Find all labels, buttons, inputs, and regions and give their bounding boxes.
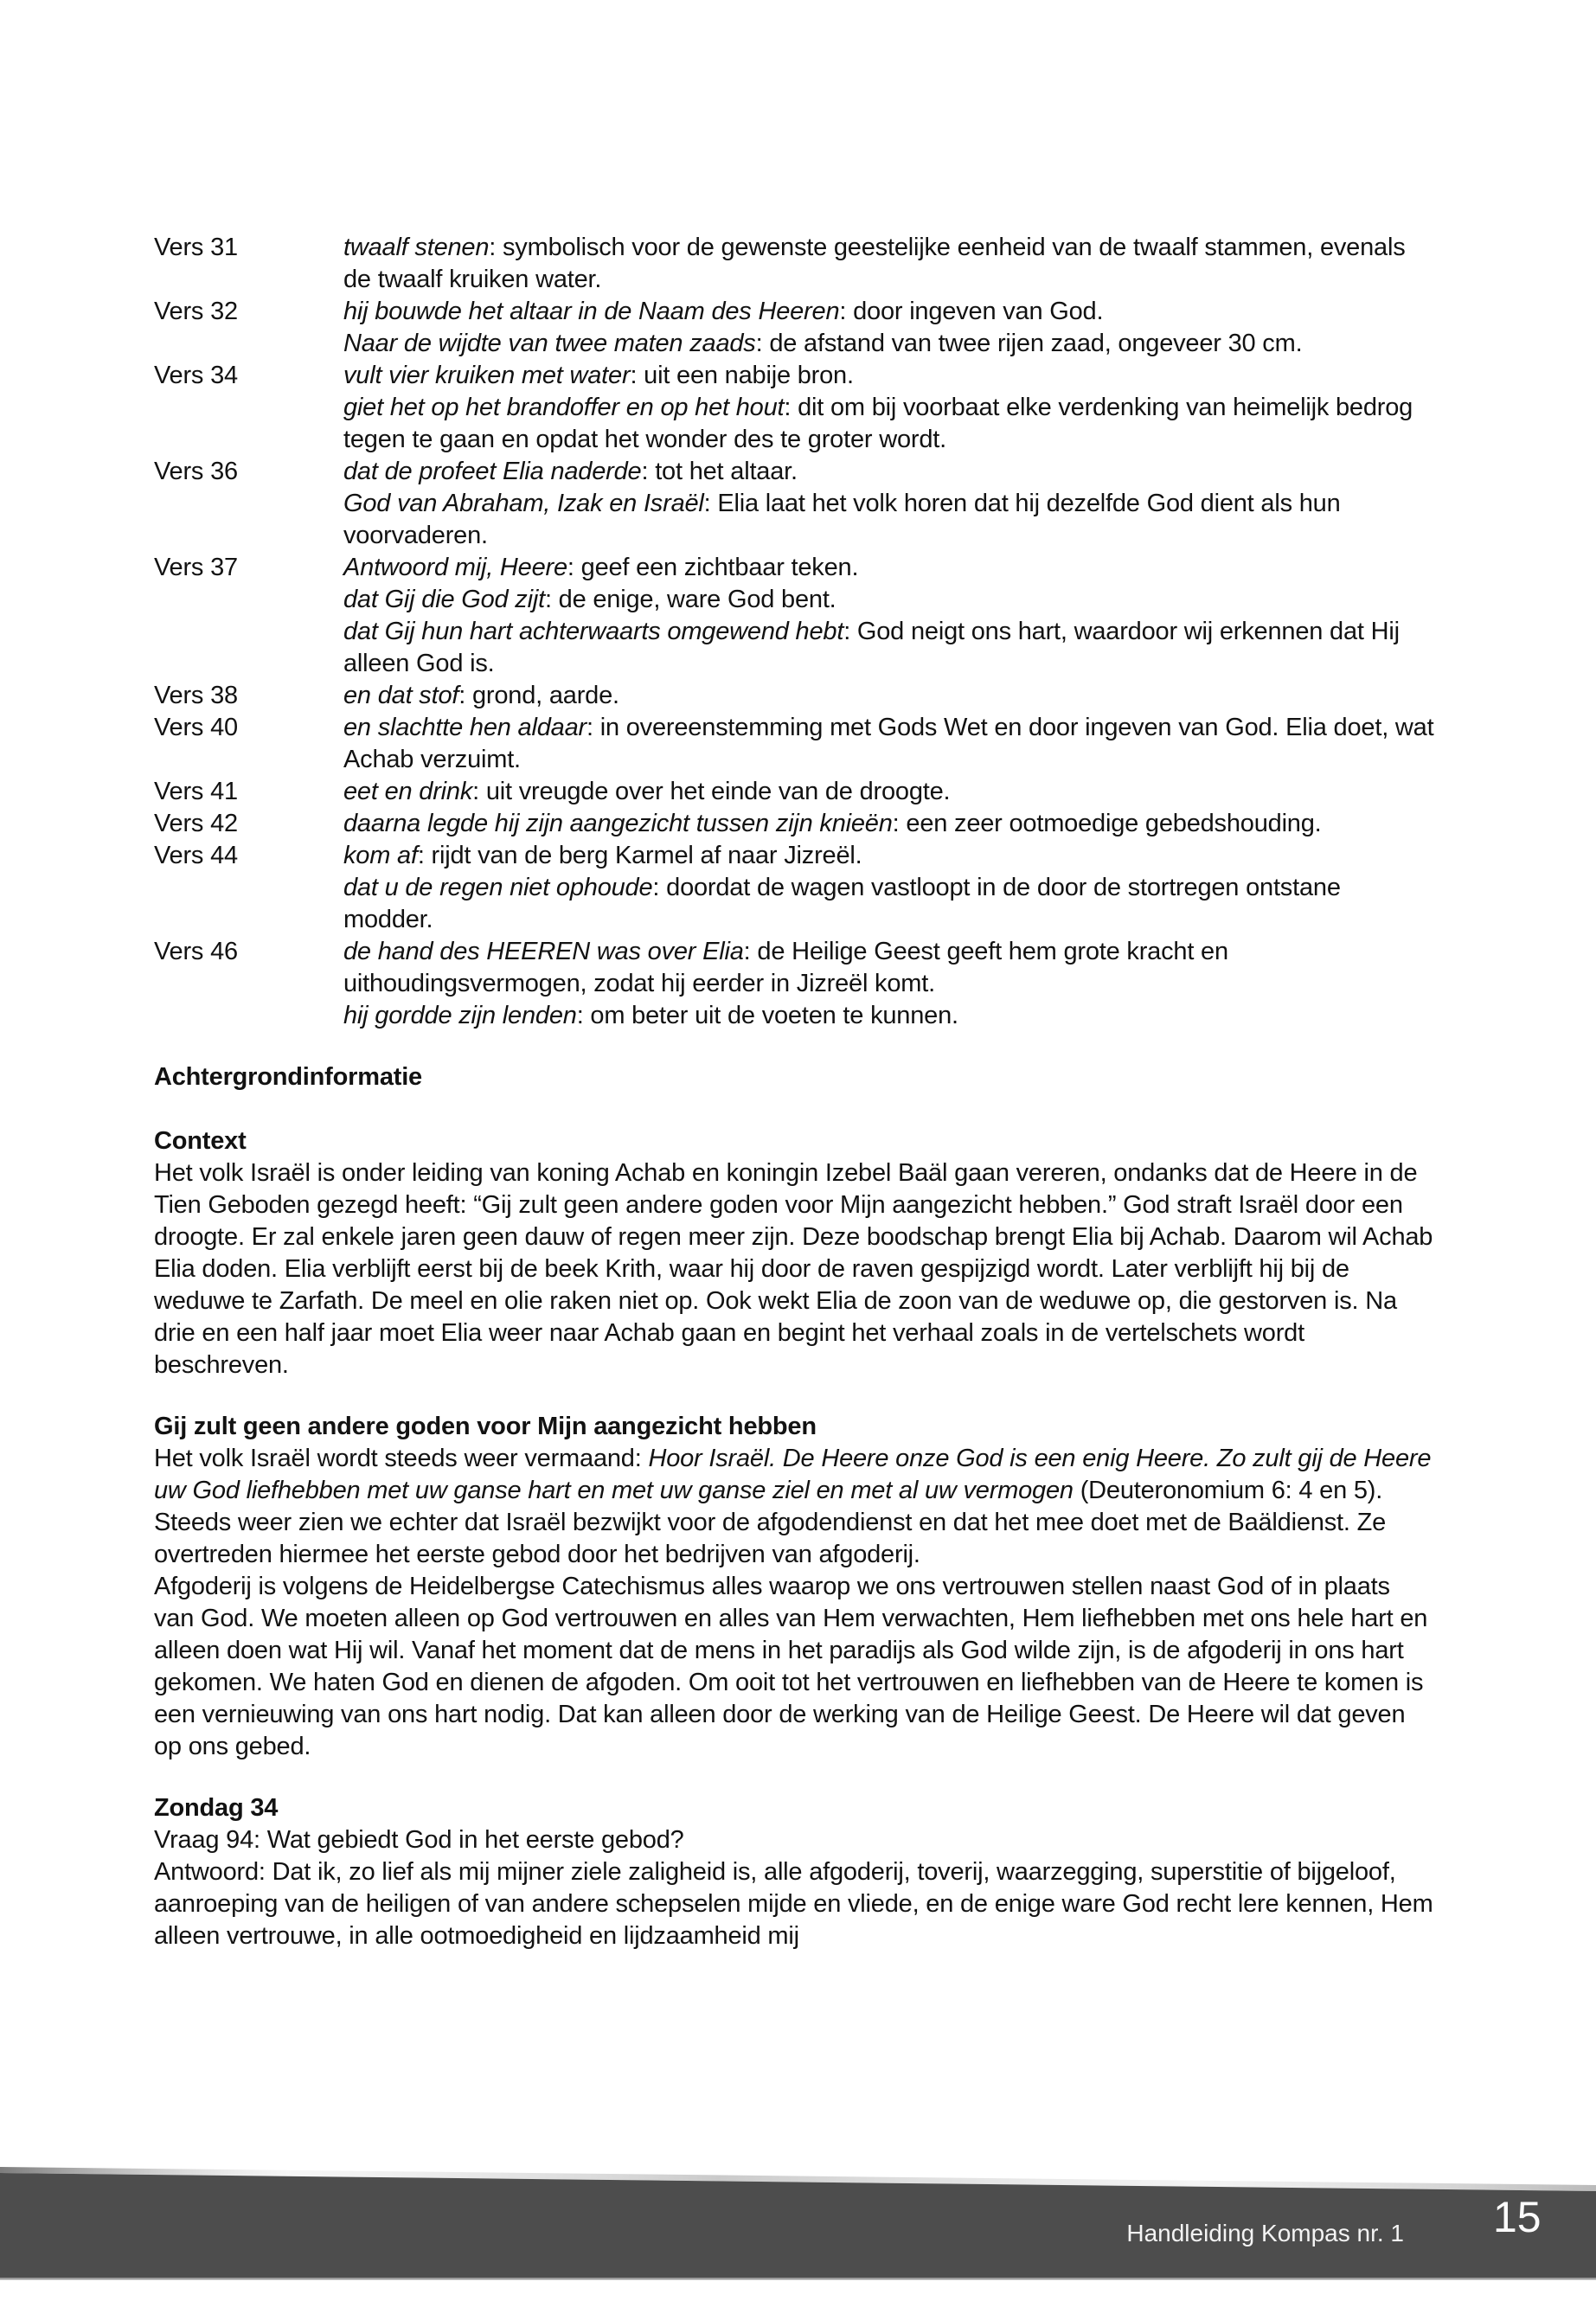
zondag-vraag: Vraag 94: Wat gebiedt God in het eerste gebod?	[154, 1826, 684, 1854]
verse-body	[343, 808, 1436, 840]
section-heading-achtergrondinformatie: Achtergrondinformatie	[154, 1063, 422, 1091]
verse-row	[154, 680, 1436, 712]
verse-quote: hij bouwde het altaar in de Naam des Heeren	[343, 298, 840, 325]
verse-body	[343, 552, 1436, 680]
verse-body	[343, 840, 1436, 936]
verse-quote: kom af	[343, 842, 418, 869]
paragraph: Het volk Israël wordt steeds weer vermaand: Hoor Israël. De Heere onze God is een enig Heere. Zo zult gij de Heere uw God liefhebben met uw ganse hart en met uw ganse ziel en met al uw vermogen (Deuteronomium 6: 4 en 5).	[154, 1445, 1432, 1504]
verse-quote: Antwoord mij, Heere	[343, 554, 567, 581]
zondag-antwoord: Antwoord: Dat ik, zo lief als mij mijner ziele zaligheid is, alle afgoderij, toverij, waarzegging, superstitie of bijgeloof, aanroeping van de heiligen of van andere schepselen mijde en vliede, en de enige ware God recht lere kennen, Hem alleen vertrouwe, in alle ootmoedigheid en lijdzaamheid mij	[154, 1858, 1433, 1950]
verse-entry: dat u de regen niet ophoude: doordat de wagen vastloopt in de door de stortregen ontstane modder.	[343, 874, 1341, 933]
verse-quote: twaalf stenen	[343, 234, 490, 261]
verse-entry: eet en drink: uit vreugde over het einde van de droogte.	[343, 778, 951, 805]
verse-body	[343, 360, 1436, 456]
verse-label: Vers 44	[154, 842, 238, 869]
verse-quote: God van Abraham, Izak en Israël	[343, 490, 704, 517]
verse-body	[343, 456, 1436, 552]
verse-entry: dat Gij die God zijt: de enige, ware God bent.	[343, 586, 836, 613]
paragraph: Afgoderij is volgens de Heidelbergse Catechismus alles waarop we ons vertrouwen stellen naast God of in plaats van God. We moeten alleen op God vertrouwen en alles van Hem verwachten, Hem liefhebben met ons hele hart en alleen doen wat Hij wil. Vanaf het moment dat de mens in het paradijs als God wilde zijn, is de afgoderij in ons hart gekomen. We haten God en dienen de afgoden. Om ooit tot het vertrouwen en liefhebben van de Heere te komen is een vernieuwing van ons hart nodig. Dat kan alleen door de werking van de Heilige Geest. De Heere wil dat geven op ons gebed.	[154, 1573, 1428, 1760]
verse-entry: God van Abraham, Izak en Israël: Elia laat het volk horen dat hij dezelfde God dient als hun voorvaderen.	[343, 490, 1341, 549]
verse-quote: dat Gij die God zijt	[343, 586, 545, 613]
verse-label: Vers 31	[154, 234, 238, 261]
verse-quote: en slachtte hen aldaar	[343, 714, 586, 741]
context-paragraph: Het volk Israël is onder leiding van koning Achab en koningin Izebel Baäl gaan vereren, ondanks dat de Heere in de Tien Geboden gezegd heeft: “Gij zult geen andere goden voor Mijn aangezicht hebben.” God straft Israël door een droogte. Er zal enkele jaren geen dauw of regen meer zijn. Deze boodschap brengt Elia bij Achab. Daarom wil Achab Elia doden. Elia verblijft eerst bij de beek Krith, waar hij door de raven gespijzigd wordt. Later verblijft hij bij de weduwe te Zarfath. De meel en olie raken niet op. Ook wekt Elia de zoon van de weduwe op, die gestorven is. Na drie en een half jaar moet Elia weer naar Achab gaan en begint het verhaal zoals in de vertelschets wordt beschreven.	[154, 1159, 1433, 1379]
verse-quote: vult vier kruiken met water	[343, 362, 631, 389]
section-heading-gebod: Gij zult geen andere goden voor Mijn aangezicht hebben	[154, 1413, 817, 1440]
verse-label: Vers 42	[154, 810, 238, 837]
verse-entry: hij bouwde het altaar in de Naam des Heeren: door ingeven van God.	[343, 298, 1104, 325]
verse-quote: hij gordde zijn lenden	[343, 1002, 577, 1029]
verse-row	[154, 840, 1436, 936]
verse-body	[343, 680, 1436, 712]
section-heading-context: Context	[154, 1127, 247, 1155]
verse-body	[343, 232, 1436, 296]
verse-entry: en dat stof: grond, aarde.	[343, 682, 619, 709]
verse-row	[154, 232, 1436, 296]
verse-entry: daarna legde hij zijn aangezicht tussen zijn knieën: een zeer ootmoedige gebedshouding.	[343, 810, 1322, 837]
verse-label: Vers 32	[154, 298, 238, 325]
verse-label: Vers 36	[154, 458, 238, 485]
verse-quote: giet het op het brandoffer en op het hout	[343, 394, 785, 421]
verse-row	[154, 808, 1436, 840]
verse-label: Vers 37	[154, 554, 238, 581]
verse-label: Vers 34	[154, 362, 238, 389]
verse-label: Vers 46	[154, 938, 238, 965]
verse-entry: Antwoord mij, Heere: geef een zichtbaar teken.	[343, 554, 859, 581]
verse-body	[343, 776, 1436, 808]
paragraph: Steeds weer zien we echter dat Israël bezwijkt voor de afgodendienst en dat het mee doet met de Baäldienst. Ze overtreden hiermee het eerste gebod door het bedrijven van afgoderij.	[154, 1509, 1387, 1568]
verse-quote: eet en drink	[343, 778, 473, 805]
verse-body	[343, 936, 1436, 1032]
verse-row	[154, 552, 1436, 680]
verse-row	[154, 936, 1436, 1032]
verse-quote: Naar de wijdte van twee maten zaads	[343, 330, 756, 357]
verse-entry: hij gordde zijn lenden: om beter uit de voeten te kunnen.	[343, 1002, 958, 1029]
verse-row	[154, 712, 1436, 776]
footer-booklet-title: Handleiding Kompas nr. 1	[1126, 2220, 1404, 2247]
footer-page-number: 15	[1493, 2193, 1542, 2241]
verse-entry: dat Gij hun hart achterwaarts omgewend hebt: God neigt ons hart, waardoor wij erkennen dat Hij alleen God is.	[343, 618, 1400, 677]
verse-row	[154, 776, 1436, 808]
verse-entry: en slachtte hen aldaar: in overeenstemming met Gods Wet en door ingeven van God. Elia doet, wat Achab verzuimt.	[343, 714, 1434, 773]
verse-quote: daarna legde hij zijn aangezicht tussen zijn knieën	[343, 810, 893, 837]
verse-body	[343, 712, 1436, 776]
verse-quote: de hand des HEEREN was over Elia	[343, 938, 744, 965]
verse-body	[343, 296, 1436, 360]
verse-quote: dat Gij hun hart achterwaarts omgewend hebt	[343, 618, 844, 645]
verse-quote: dat de profeet Elia naderde	[343, 458, 642, 485]
verse-row	[154, 456, 1436, 552]
verse-list	[154, 232, 1436, 1032]
verse-entry: twaalf stenen: symbolisch voor de gewenste geestelijke eenheid van de twaalf stammen, evenals de twaalf kruiken water.	[343, 234, 1406, 293]
verse-row	[154, 360, 1436, 456]
verse-label: Vers 41	[154, 778, 238, 805]
gebod-paragraphs	[154, 1443, 1436, 1763]
verse-entry: Naar de wijdte van twee maten zaads: de afstand van twee rijen zaad, ongeveer 30 cm.	[343, 330, 1303, 357]
verse-row	[154, 296, 1436, 360]
verse-entry: dat de profeet Elia naderde: tot het altaar.	[343, 458, 798, 485]
verse-entry: vult vier kruiken met water: uit een nabije bron.	[343, 362, 854, 389]
verse-entry: de hand des HEEREN was over Elia: de Heilige Geest geeft hem grote kracht en uithoudingsvermogen, zodat hij eerder in Jizreël komt.	[343, 938, 1228, 997]
page-footer	[0, 2166, 1596, 2301]
section-heading-zondag-34: Zondag 34	[154, 1794, 279, 1822]
verse-entry: kom af: rijdt van de berg Karmel af naar Jizreël.	[343, 842, 862, 869]
verse-quote: dat u de regen niet ophoude	[343, 874, 653, 901]
verse-label: Vers 40	[154, 714, 238, 741]
verse-label: Vers 38	[154, 682, 238, 709]
verse-quote: en dat stof	[343, 682, 459, 709]
verse-entry: giet het op het brandoffer en op het hout: dit om bij voorbaat elke verdenking van heimelijk bedrog tegen te gaan en opdat het wonder des te groter wordt.	[343, 394, 1413, 453]
